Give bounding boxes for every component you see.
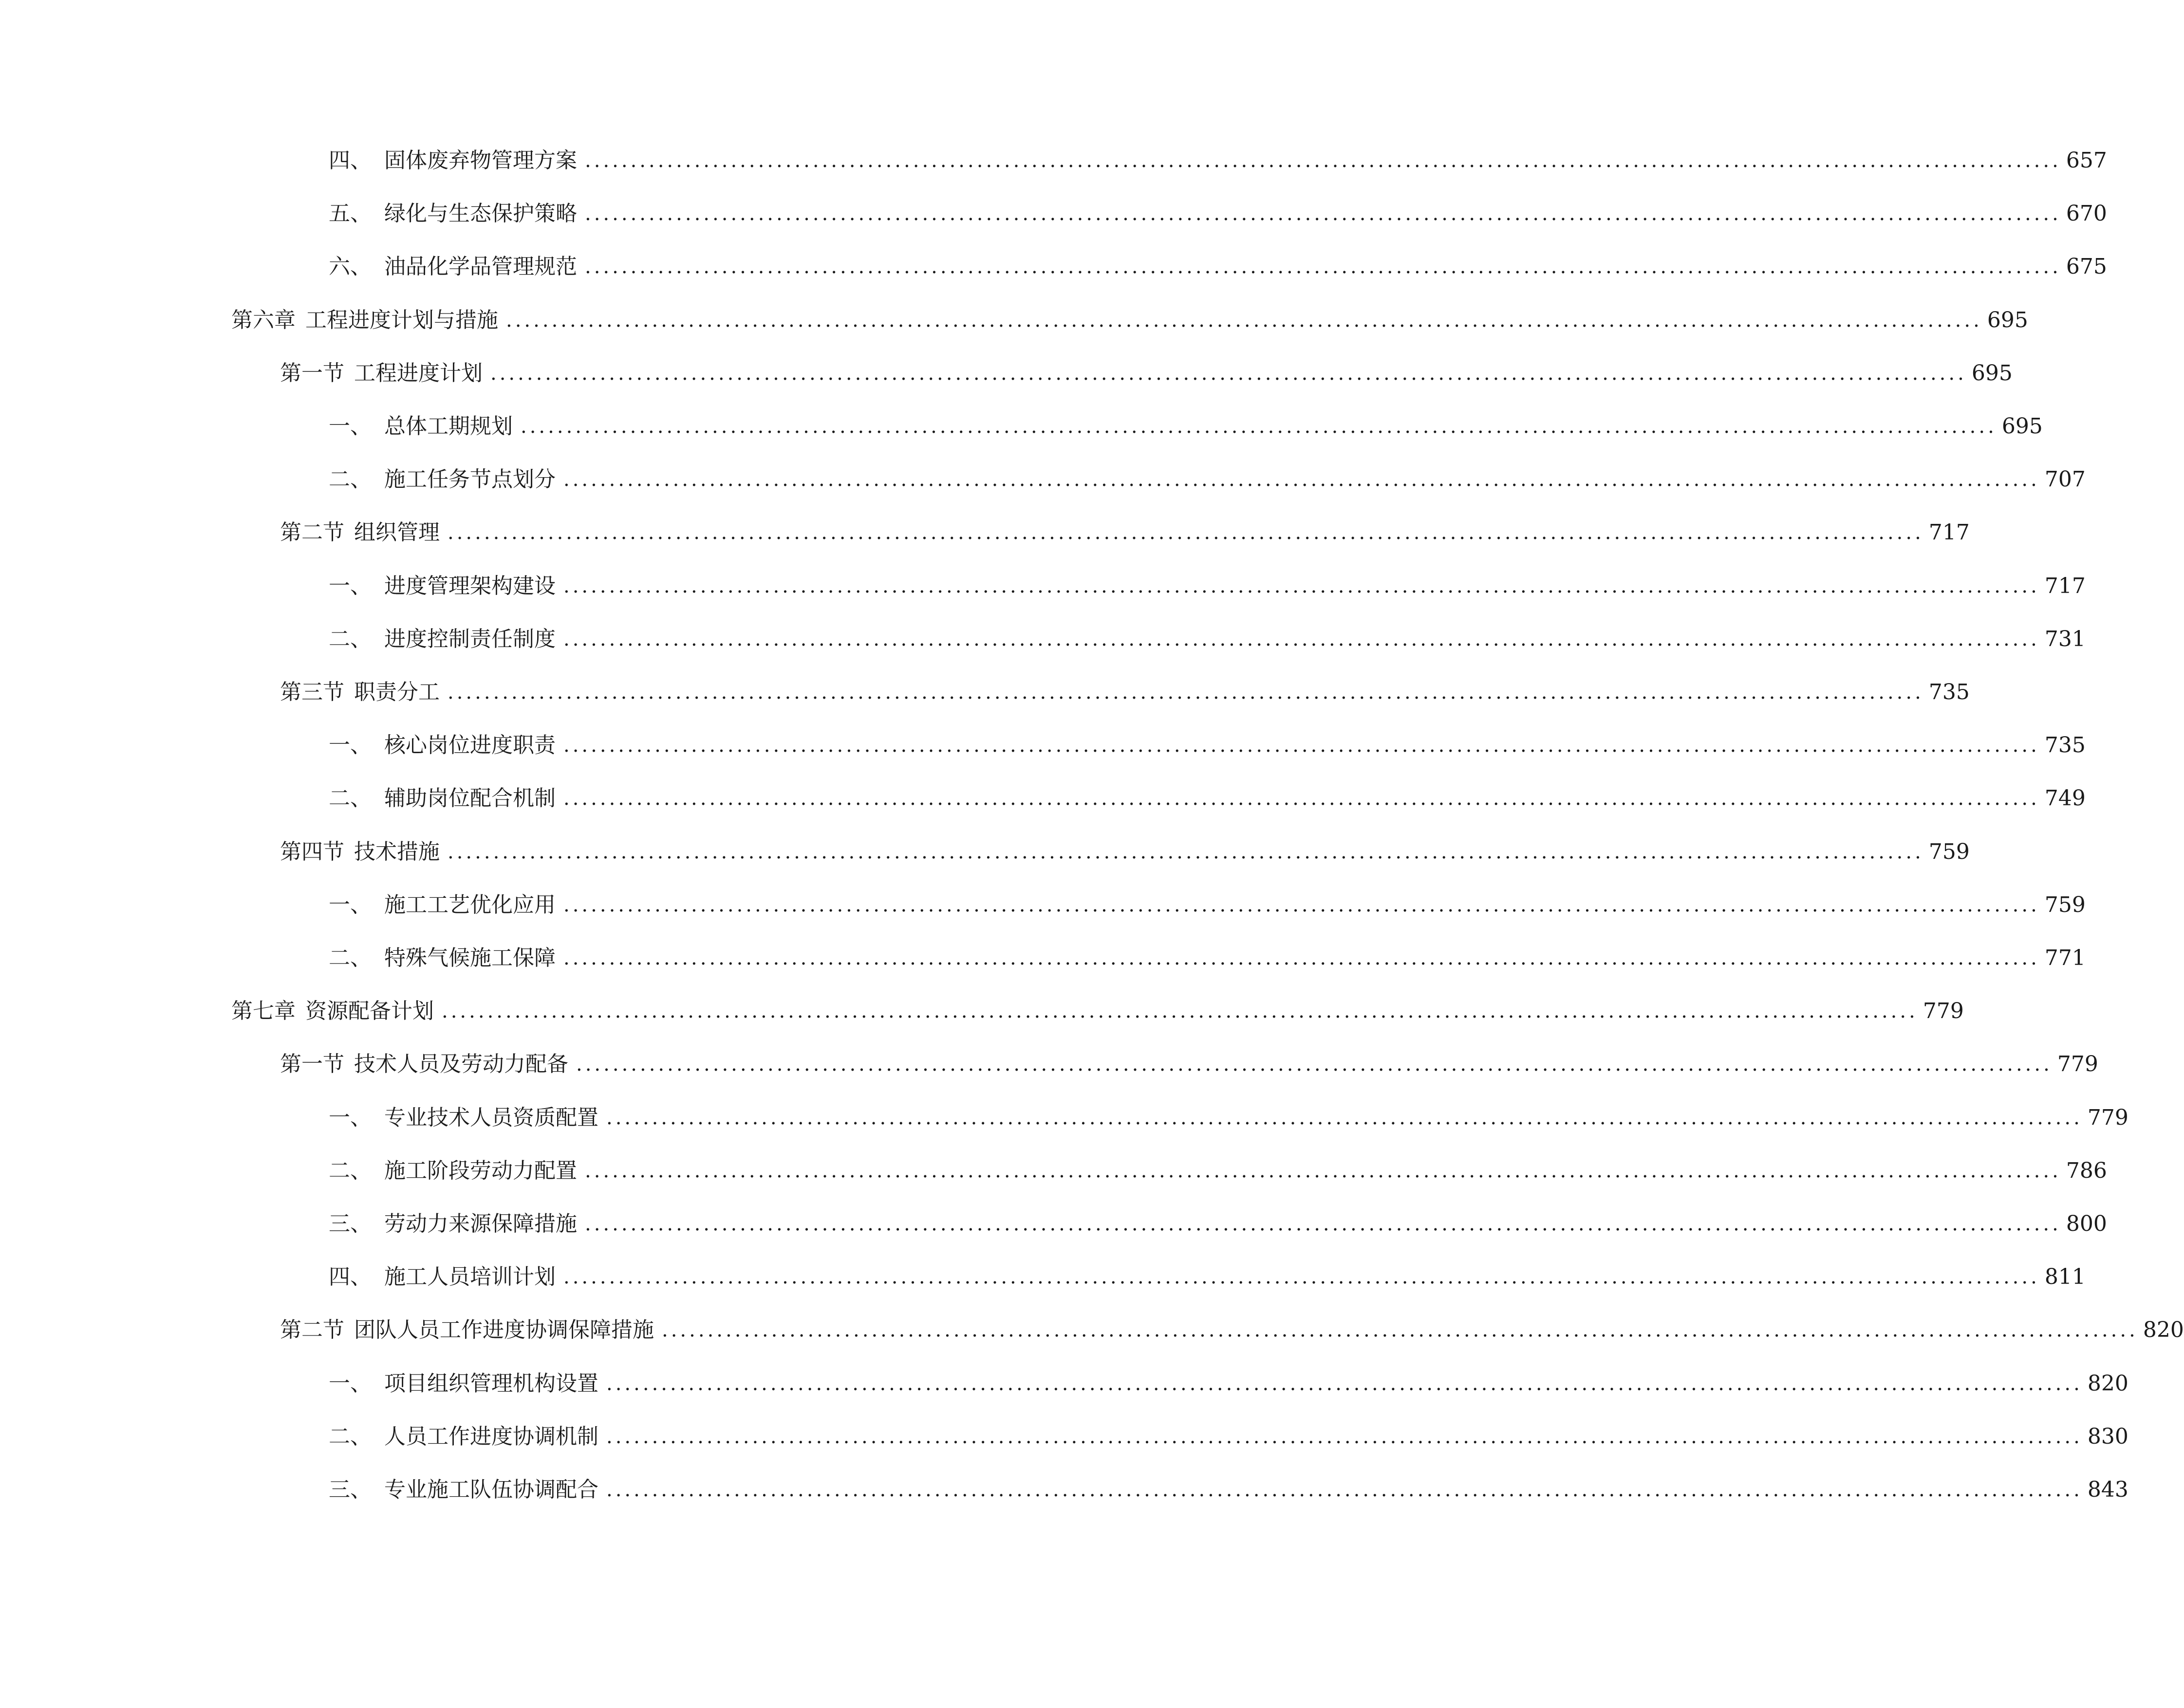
toc-entry-title: 技术措施 xyxy=(354,839,440,864)
toc-item-entry[interactable] xyxy=(329,1417,2128,1456)
toc-item-entry[interactable] xyxy=(329,620,2086,659)
toc-item-entry[interactable] xyxy=(329,1470,2128,1509)
toc-entry-number: 一、 xyxy=(329,1105,372,1130)
toc-dot-leader: .................................................................................................................................................................. xyxy=(585,149,2061,172)
toc-entry-title: 团队人员工作进度协调保障措施 xyxy=(354,1318,654,1343)
toc-entry-number: 二、 xyxy=(329,786,372,811)
toc-entry-number: 一、 xyxy=(329,733,372,758)
toc-item-entry[interactable] xyxy=(329,1098,2128,1137)
toc-page-number: 830 xyxy=(2087,1424,2128,1449)
toc-section-entry[interactable] xyxy=(280,513,1970,552)
toc-entry-number: 第一节 xyxy=(280,1052,344,1077)
toc-page-number: 657 xyxy=(2066,148,2107,173)
toc-page-number: 735 xyxy=(1928,680,1970,705)
toc-entry-number: 第二节 xyxy=(280,520,344,545)
toc-item-entry[interactable] xyxy=(329,460,2086,499)
toc-section-entry[interactable] xyxy=(280,1311,2184,1350)
toc-chapter-entry[interactable] xyxy=(231,301,2028,340)
toc-entry-title: 进度管理架构建设 xyxy=(384,573,556,598)
toc-page-number: 771 xyxy=(2044,946,2086,970)
toc-dot-leader: .................................................................................................................................................................. xyxy=(448,521,1924,544)
toc-entry-title: 工程进度计划 xyxy=(354,360,483,386)
toc-entry-title: 进度控制责任制度 xyxy=(384,626,556,651)
toc-section-entry[interactable] xyxy=(280,673,1970,712)
toc-entry-title: 人员工作进度协调机制 xyxy=(384,1424,598,1449)
toc-item-entry[interactable] xyxy=(329,247,2107,286)
toc-dot-leader: .................................................................................................................................................................. xyxy=(606,1372,2083,1395)
toc-page-number: 735 xyxy=(2044,733,2086,758)
toc-page-number: 717 xyxy=(2044,573,2086,598)
toc-page-number: 820 xyxy=(2143,1318,2184,1343)
toc-item-entry[interactable] xyxy=(329,1258,2086,1297)
toc-entry-number: 三、 xyxy=(329,1211,372,1236)
toc-item-entry[interactable] xyxy=(329,1151,2107,1190)
toc-entry-title: 固体废弃物管理方案 xyxy=(384,148,577,173)
toc-item-entry[interactable] xyxy=(329,407,2043,446)
toc-section-entry[interactable] xyxy=(280,833,1970,872)
toc-entry-title: 施工工艺优化应用 xyxy=(384,892,556,917)
toc-item-entry[interactable] xyxy=(329,1364,2128,1403)
toc-page-number: 779 xyxy=(1923,999,1964,1024)
toc-page-number: 786 xyxy=(2066,1158,2107,1183)
toc-page-number: 695 xyxy=(2001,414,2043,439)
toc-page-number: 695 xyxy=(1971,360,2013,386)
toc-dot-leader: .................................................................................................................................................................. xyxy=(606,1479,2083,1501)
toc-dot-leader: .................................................................................................................................................................. xyxy=(585,256,2061,278)
toc-entry-title: 资源配备计划 xyxy=(305,999,434,1024)
toc-entry-title: 辅助岗位配合机制 xyxy=(384,786,556,811)
toc-dot-leader: .................................................................................................................................................................. xyxy=(563,947,2040,969)
toc-item-entry[interactable] xyxy=(329,726,2086,765)
toc-dot-leader: .................................................................................................................................................................. xyxy=(585,203,2061,225)
toc-dot-leader: .................................................................................................................................................................. xyxy=(448,840,1924,863)
toc-entry-number: 一、 xyxy=(329,1371,372,1396)
toc-page-number: 707 xyxy=(2044,467,2086,492)
toc-entry-number: 二、 xyxy=(329,1158,372,1183)
toc-dot-leader: .................................................................................................................................................................. xyxy=(585,1213,2061,1235)
toc-dot-leader: .................................................................................................................................................................. xyxy=(490,362,1967,385)
toc-page-number: 843 xyxy=(2087,1477,2128,1502)
toc-section-entry[interactable] xyxy=(280,1045,2098,1084)
toc-entry-number: 一、 xyxy=(329,414,372,439)
toc-dot-leader: .................................................................................................................................................................. xyxy=(563,628,2040,650)
toc-entry-number: 二、 xyxy=(329,467,372,492)
toc-entry-title: 劳动力来源保障措施 xyxy=(384,1211,577,1236)
toc-entry-number: 二、 xyxy=(329,1424,372,1449)
toc-entry-title: 专业施工队伍协调配合 xyxy=(384,1477,598,1502)
toc-dot-leader: .................................................................................................................................................................. xyxy=(563,734,2040,757)
toc-entry-number: 五、 xyxy=(329,201,372,226)
toc-dot-leader: .................................................................................................................................................................. xyxy=(442,1000,1918,1023)
toc-entry-title: 职责分工 xyxy=(354,680,440,705)
toc-entry-number: 四、 xyxy=(329,148,372,173)
toc-page-number: 759 xyxy=(2044,892,2086,917)
toc-entry-number: 第七章 xyxy=(231,999,296,1024)
toc-entry-title: 施工人员培训计划 xyxy=(384,1264,556,1290)
toc-dot-leader: .................................................................................................................................................................. xyxy=(506,309,1982,332)
toc-item-entry[interactable] xyxy=(329,779,2086,818)
toc-page-number: 779 xyxy=(2057,1052,2098,1077)
toc-entry-title: 油品化学品管理规范 xyxy=(384,254,577,279)
toc-page-number: 800 xyxy=(2066,1211,2107,1236)
toc-dot-leader: .................................................................................................................................................................. xyxy=(563,1266,2040,1289)
toc-dot-leader: .................................................................................................................................................................. xyxy=(576,1053,2053,1076)
toc-entry-title: 核心岗位进度职责 xyxy=(384,733,556,758)
toc-entry-number: 一、 xyxy=(329,892,372,917)
toc-item-entry[interactable] xyxy=(329,1205,2107,1244)
toc-entry-number: 第一节 xyxy=(280,360,344,386)
toc-page-number: 731 xyxy=(2044,626,2086,651)
toc-entry-title: 总体工期规划 xyxy=(384,414,513,439)
toc-entry-number: 六、 xyxy=(329,254,372,279)
toc-section-entry[interactable] xyxy=(280,354,2013,393)
toc-item-entry[interactable] xyxy=(329,194,2107,233)
toc-dot-leader: .................................................................................................................................................................. xyxy=(563,468,2040,491)
toc-entry-title: 施工任务节点划分 xyxy=(384,467,556,492)
toc-entry-number: 二、 xyxy=(329,946,372,970)
toc-item-entry[interactable] xyxy=(329,567,2086,606)
toc-page-number: 811 xyxy=(2044,1264,2086,1290)
toc-dot-leader: .................................................................................................................................................................. xyxy=(563,893,2040,916)
toc-item-entry[interactable] xyxy=(329,939,2086,978)
toc-page-number: 759 xyxy=(1928,839,1970,864)
toc-item-entry[interactable] xyxy=(329,886,2086,925)
toc-dot-leader: .................................................................................................................................................................. xyxy=(662,1319,2138,1342)
toc-entry-title: 特殊气候施工保障 xyxy=(384,946,556,970)
toc-item-entry[interactable] xyxy=(329,141,2107,180)
toc-entry-number: 第四节 xyxy=(280,839,344,864)
toc-dot-leader: .................................................................................................................................................................. xyxy=(563,787,2040,810)
toc-dot-leader: .................................................................................................................................................................. xyxy=(448,681,1924,704)
toc-page-number: 749 xyxy=(2044,786,2086,811)
toc-entry-title: 绿化与生态保护策略 xyxy=(384,201,577,226)
toc-entry-number: 三、 xyxy=(329,1477,372,1502)
toc-entry-number: 第三节 xyxy=(280,680,344,705)
toc-dot-leader: .................................................................................................................................................................. xyxy=(606,1106,2083,1129)
toc-entry-number: 一、 xyxy=(329,573,372,598)
toc-entry-title: 专业技术人员资质配置 xyxy=(384,1105,598,1130)
toc-dot-leader: .................................................................................................................................................................. xyxy=(521,415,1997,438)
toc-entry-title: 项目组织管理机构设置 xyxy=(384,1371,598,1396)
toc-chapter-entry[interactable] xyxy=(231,992,1964,1031)
toc-dot-leader: .................................................................................................................................................................. xyxy=(585,1159,2061,1182)
toc-page-number: 717 xyxy=(1928,520,1970,545)
toc-entry-number: 第二节 xyxy=(280,1318,344,1343)
toc-entry-number: 二、 xyxy=(329,626,372,651)
toc-dot-leader: .................................................................................................................................................................. xyxy=(606,1425,2083,1448)
toc-page-number: 695 xyxy=(1987,307,2028,333)
toc-page-number: 670 xyxy=(2066,201,2107,226)
toc-dot-leader: .................................................................................................................................................................. xyxy=(563,575,2040,597)
toc-page-number: 675 xyxy=(2066,254,2107,279)
toc-entry-number: 第六章 xyxy=(231,307,296,333)
toc-entry-title: 技术人员及劳动力配备 xyxy=(354,1052,568,1077)
toc-entry-title: 施工阶段劳动力配置 xyxy=(384,1158,577,1183)
toc-entry-number: 四、 xyxy=(329,1264,372,1290)
toc-entry-title: 组织管理 xyxy=(354,520,440,545)
toc-entry-title: 工程进度计划与措施 xyxy=(305,307,498,333)
toc-page-number: 820 xyxy=(2087,1371,2128,1396)
toc-page-number: 779 xyxy=(2087,1105,2128,1130)
